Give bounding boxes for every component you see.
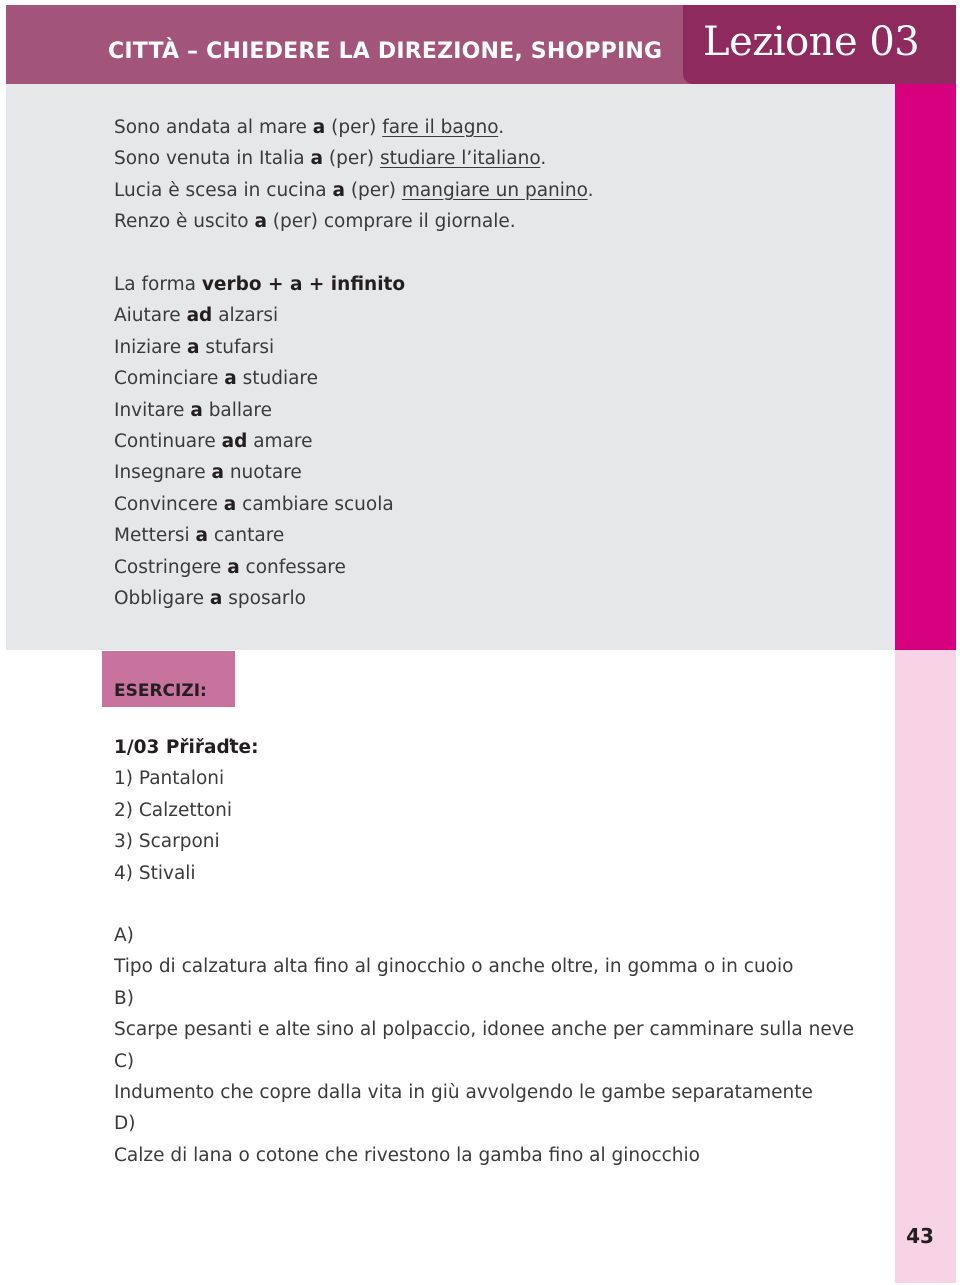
definition-letter: B) [114, 987, 134, 1009]
verb-form-item: Costringere a confessare [114, 556, 346, 578]
verb-form-item: Continuare ad amare [114, 430, 313, 452]
side-strip-magenta [895, 84, 956, 650]
definition-letter: C) [114, 1050, 135, 1072]
lesson-tab [683, 5, 956, 84]
definition-list [114, 920, 854, 1171]
definition-letter: D) [114, 1113, 136, 1135]
example-sentence: Lucia è scesa in cucina a (per) mangiare un panino. [114, 179, 594, 201]
example-sentences [114, 112, 594, 238]
side-strip-pink [895, 650, 956, 1283]
definition-text: Scarpe pesanti e alte sino al polpaccio, idonee anche per camminare sulla neve [114, 1019, 855, 1041]
verb-form-item: Aiutare ad alzarsi [114, 305, 279, 327]
page-number: 43 [906, 1224, 934, 1248]
verb-form-heading: La forma verbo + a + infinito [114, 274, 406, 295]
exercise-item: 3) Scarponi [114, 831, 220, 853]
example-sentence: Renzo è uscito a (per) comprare il giornale. [114, 211, 516, 233]
chapter-title: CITTÀ – CHIEDERE LA DIREZIONE, SHOPPING [108, 39, 663, 64]
verb-form-item: Obbligare a sposarlo [114, 587, 306, 609]
example-sentence: Sono andata al mare a (per) fare il bagno. [114, 117, 505, 138]
verb-form-item: Cominciare a studiare [114, 368, 319, 390]
verb-form-item: Iniziare a stufarsi [114, 336, 275, 358]
definition-text: Tipo di calzatura alta fino al ginocchio o anche oltre, in gomma o in cuoio [114, 956, 794, 978]
exercise-list [114, 732, 258, 889]
verb-form-item: Mettersi a cantare [114, 525, 285, 547]
exercise-item: 2) Calzettoni [114, 799, 233, 821]
exercise-label: ESERCIZI: [114, 681, 207, 701]
definition-letter: A) [114, 925, 134, 946]
verb-form-item: Invitare a ballare [114, 399, 272, 421]
example-sentence: Sono venuta in Italia a (per) studiare l’italiano. [114, 148, 547, 170]
exercise-item: 1) Pantaloni [114, 768, 225, 790]
lesson-label: Lezione 03 [703, 19, 920, 65]
exercise-title: 1/03 Přiřaďte: [114, 737, 259, 758]
definition-text: Calze di lana o cotone che rivestono la gamba fino al ginocchio [114, 1144, 700, 1166]
verb-form-item: Convincere a cambiare scuola [114, 493, 394, 515]
verb-form-list [114, 269, 405, 614]
verb-form-item: Insegnare a nuotare [114, 462, 302, 484]
definition-text: Indumento che copre dalla vita in giù avvolgendo le gambe separatamente [114, 1081, 813, 1103]
exercise-tag [102, 651, 235, 707]
exercise-item: 4) Stivali [114, 862, 196, 884]
